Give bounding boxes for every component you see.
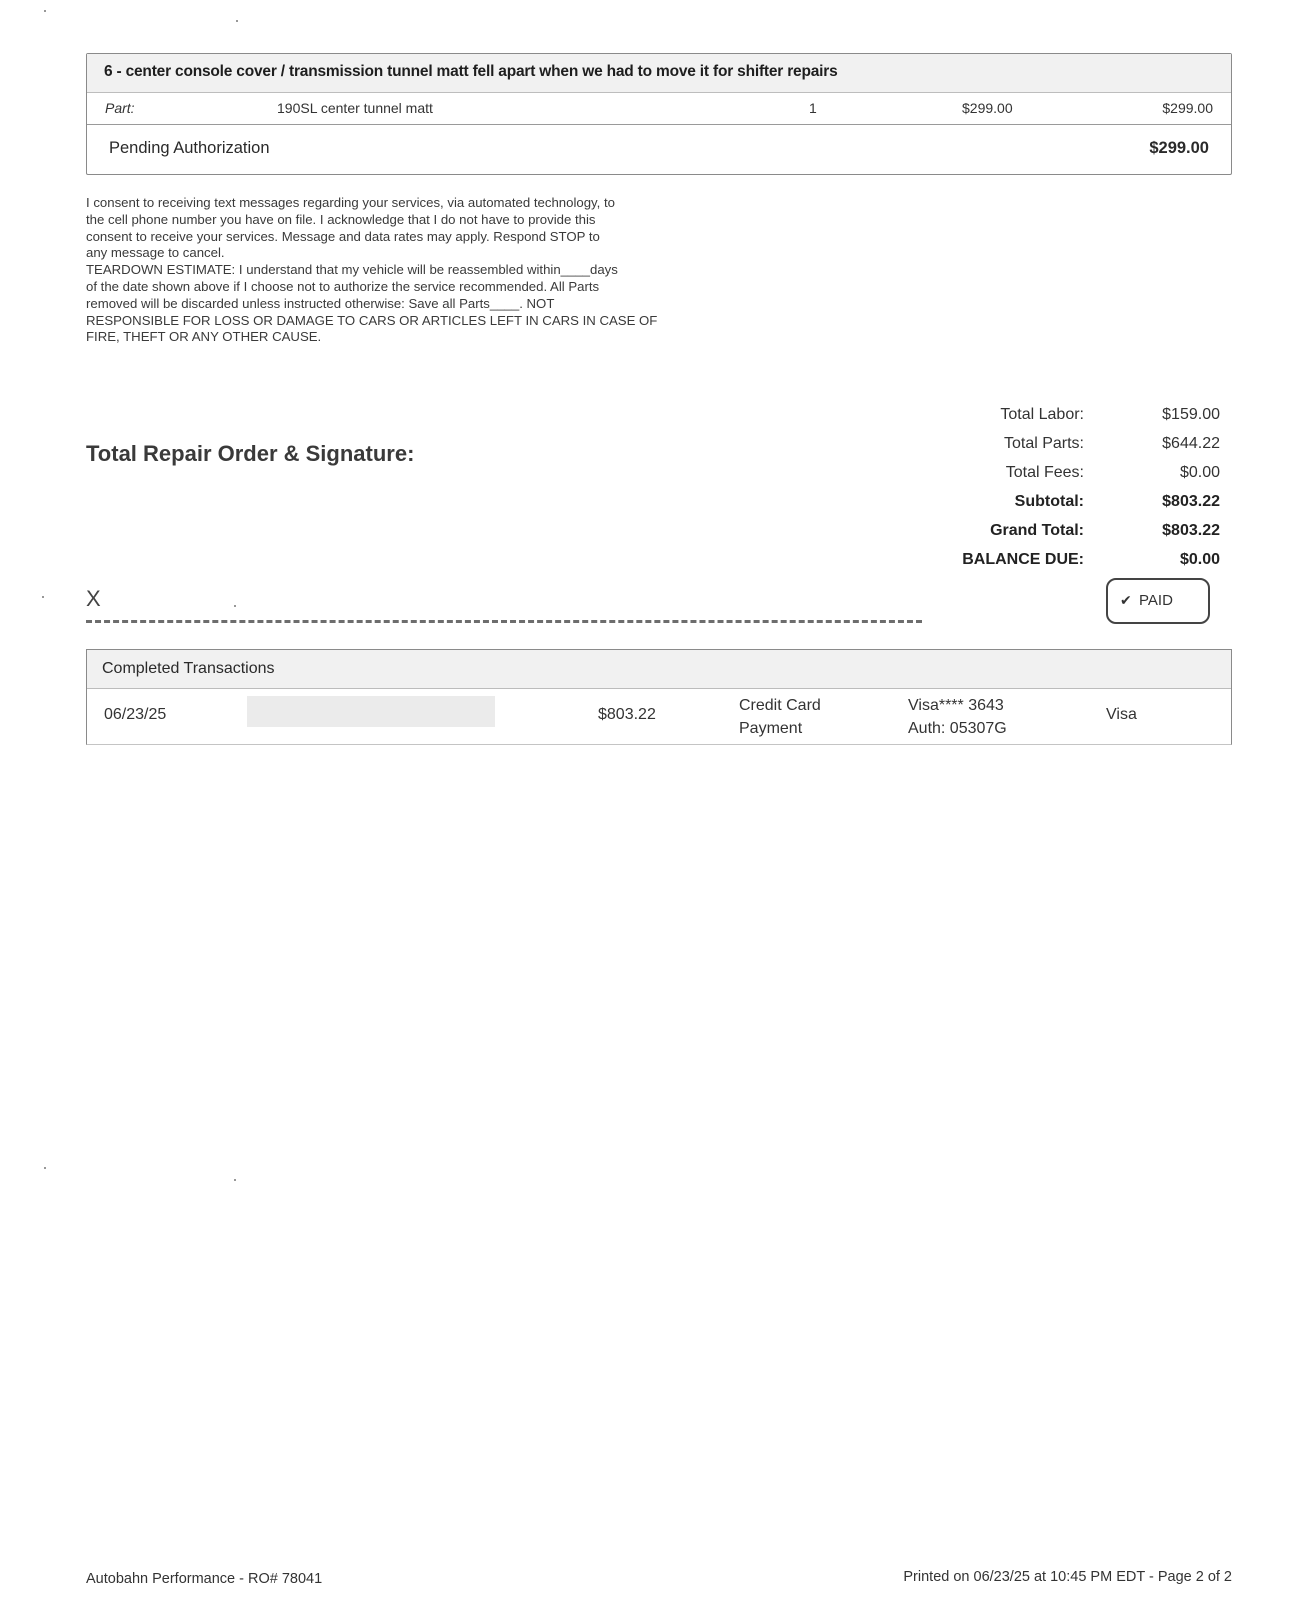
total-label: Total Parts: [1003, 435, 1084, 452]
consent-text [86, 195, 701, 346]
scan-speck [236, 20, 238, 22]
transaction-row [87, 688, 1231, 744]
grand-total-row [900, 520, 1220, 549]
signature-line[interactable] [86, 620, 922, 623]
consent-line: removed will be discarded unless instructed otherwise: Save all Parts____. NOT [86, 295, 555, 311]
scan-speck [234, 605, 236, 607]
method-line: Payment [739, 720, 803, 737]
transaction-amount: $803.22 [598, 706, 656, 723]
signature-x-mark: X [86, 586, 101, 611]
part-label: Part: [105, 100, 135, 116]
paid-label: PAID [1139, 592, 1173, 609]
pending-authorization-amount: $299.00 [1149, 139, 1209, 157]
card-number: Visa**** 3643 [908, 697, 1004, 714]
total-label: Subtotal: [1014, 493, 1084, 510]
total-value: $803.22 [1162, 522, 1220, 539]
checkmark-icon: ✔ [1120, 592, 1132, 608]
total-value: $803.22 [1162, 493, 1220, 510]
scan-speck [44, 10, 46, 12]
consent-line: TEARDOWN ESTIMATE: I understand that my vehicle will be reassembled within____days [86, 262, 618, 278]
scan-speck [44, 1167, 46, 1169]
transactions-title: Completed Transactions [102, 660, 275, 677]
redacted-field [247, 696, 495, 727]
scan-speck [234, 1179, 236, 1181]
total-value: $159.00 [1162, 406, 1220, 423]
transactions-header [87, 650, 1231, 689]
transaction-card [908, 694, 1007, 740]
transactions-section [86, 649, 1232, 745]
total-parts-row [900, 433, 1220, 462]
footer-shop-ro: Autobahn Performance - RO# 78041 [86, 1571, 323, 1587]
part-row [87, 92, 1231, 125]
part-total: $299.00 [1162, 100, 1213, 116]
consent-line: RESPONSIBLE FOR LOSS OR DAMAGE TO CARS OR ARTICLES LEFT IN CARS IN CASE OF [86, 312, 658, 328]
auth-code: Auth: 05307G [908, 720, 1007, 737]
total-label: Grand Total: [990, 522, 1084, 539]
total-fees-row [900, 462, 1220, 491]
scan-speck [42, 596, 44, 598]
paid-badge [1106, 578, 1210, 624]
pending-authorization-label: Pending Authorization [109, 139, 270, 157]
part-quantity: 1 [809, 100, 817, 116]
consent-line: consent to receive your services. Message and data rates may apply. Respond STOP to [86, 228, 600, 244]
total-label: Total Fees: [1005, 464, 1084, 481]
footer-print-info: Printed on 06/23/25 at 10:45 PM EDT - Page 2 of 2 [903, 1569, 1232, 1585]
consent-line: the cell phone number you have on file. I acknowledge that I do not have to provide this [86, 211, 596, 227]
total-value: $0.00 [1179, 464, 1220, 481]
total-label: Total Labor: [1000, 406, 1084, 423]
consent-line: FIRE, THEFT OR ANY OTHER CAUSE. [86, 329, 322, 345]
consent-line: any message to cancel. [86, 245, 225, 261]
part-unit-price: $299.00 [962, 100, 1013, 116]
balance-due-row [900, 549, 1220, 578]
job-title: 6 - center console cover / transmission tunnel matt fell apart when we had to move it for shifter repairs [104, 63, 838, 80]
total-labor-row [900, 404, 1220, 433]
method-line: Credit Card [739, 697, 821, 714]
total-value: $644.22 [1162, 435, 1220, 452]
card-brand: Visa [1106, 706, 1137, 723]
consent-line: of the date shown above if I choose not to authorize the service recommended. All Parts [86, 278, 600, 294]
subtotal-row [900, 491, 1220, 520]
signature-title: Total Repair Order & Signature: [86, 441, 415, 466]
job-header [87, 54, 1231, 93]
transaction-method [739, 694, 821, 740]
part-description: 190SL center tunnel matt [277, 100, 433, 116]
totals-table [900, 404, 1220, 578]
job-section [86, 53, 1232, 175]
consent-line: I consent to receiving text messages regarding your services, via automated technology, to [86, 195, 615, 210]
total-label: BALANCE DUE: [962, 551, 1084, 568]
transaction-date: 06/23/25 [104, 706, 167, 723]
pending-row [87, 125, 1231, 174]
total-value: $0.00 [1179, 551, 1220, 568]
